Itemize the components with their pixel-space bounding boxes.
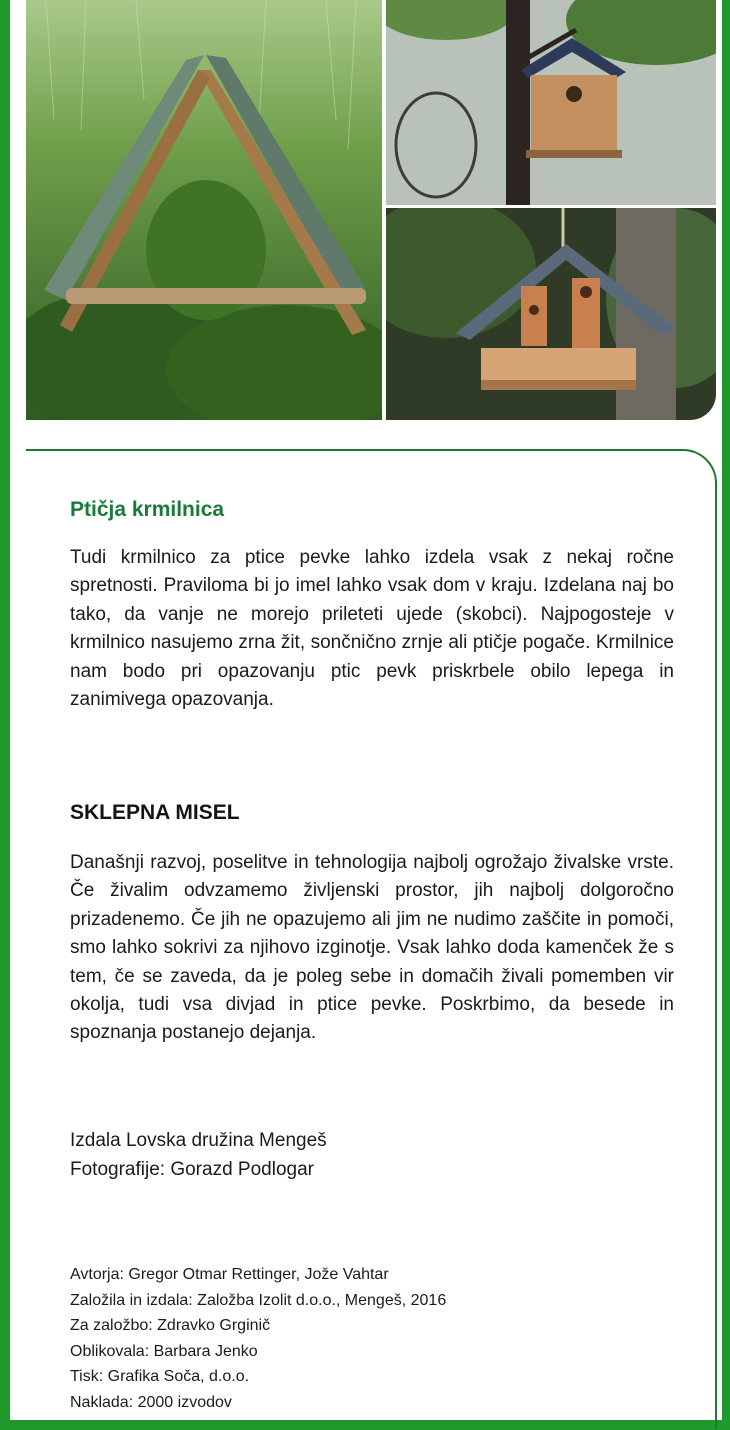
feeder-heading: Ptičja krmilnica — [70, 498, 225, 521]
for-publisher-line: Za založbo: Zdravko Grginič — [70, 1317, 271, 1334]
triangle-feeder-photo — [26, 0, 382, 420]
photos-by-line: Fotografije: Gorazd Podlogar — [70, 1159, 314, 1180]
print-line: Tisk: Grafika Soča, d.o.o. — [70, 1368, 250, 1385]
bird-feeder-photo — [386, 208, 716, 420]
publisher-line: Založila in izdala: Založba Izolit d.o.o., Mengeš, 2016 — [70, 1291, 447, 1309]
authors-line: Avtorja: Gregor Otmar Rettinger, Jože Vahtar — [70, 1266, 389, 1283]
feeder-paragraph: Tudi krmilnico za ptice pevke lahko izdela vsak z nekaj ročne spretnosti. Praviloma bi jo imel lahko vsak dom v kraju. Izdelana naj bo tako, da vanje ne morejo prileteti ujede (skobci). Najpogosteje v krmilnico nasujemo zrna žit, sončnično zrnje ali ptičje pogače. Krmilnice nam bodo pri opazovanju ptic pevk priskrbele obilo lepega in zanimivega opazovanja. — [70, 547, 674, 711]
published-by-line: Izdala Lovska družina Mengeš — [70, 1130, 327, 1151]
imprint-block — [70, 1262, 674, 1415]
closing-heading: SKLEPNA MISEL — [70, 801, 240, 824]
credits-block — [70, 1126, 674, 1184]
edition-line: Naklada: 2000 izvodov — [70, 1393, 232, 1411]
closing-paragraph: Današnji razvoj, poselitve in tehnologija najbolj ogrožajo živalske vrste. Če živalim odvzamemo življenski prostor, jih najbolj dolgoročno prizadenemo. Če jih ne opazujemo ali jim ne nudimo zaščite in pomoči, smo lahko sokrivi za njihovo izginotje. Vsak lahko doda kamenček že s tem, če se zaveda, da je poleg sebe in domačih živali pomemben vir okolja, tudi vsa divjad in ptice pevke. Poskrbimo, da besede in spoznanja postanejo dejanja. — [70, 852, 674, 1044]
birdhouse-photo — [386, 0, 716, 205]
photo-collage — [26, 0, 716, 420]
design-line: Oblikovala: Barbara Jenko — [70, 1342, 258, 1360]
